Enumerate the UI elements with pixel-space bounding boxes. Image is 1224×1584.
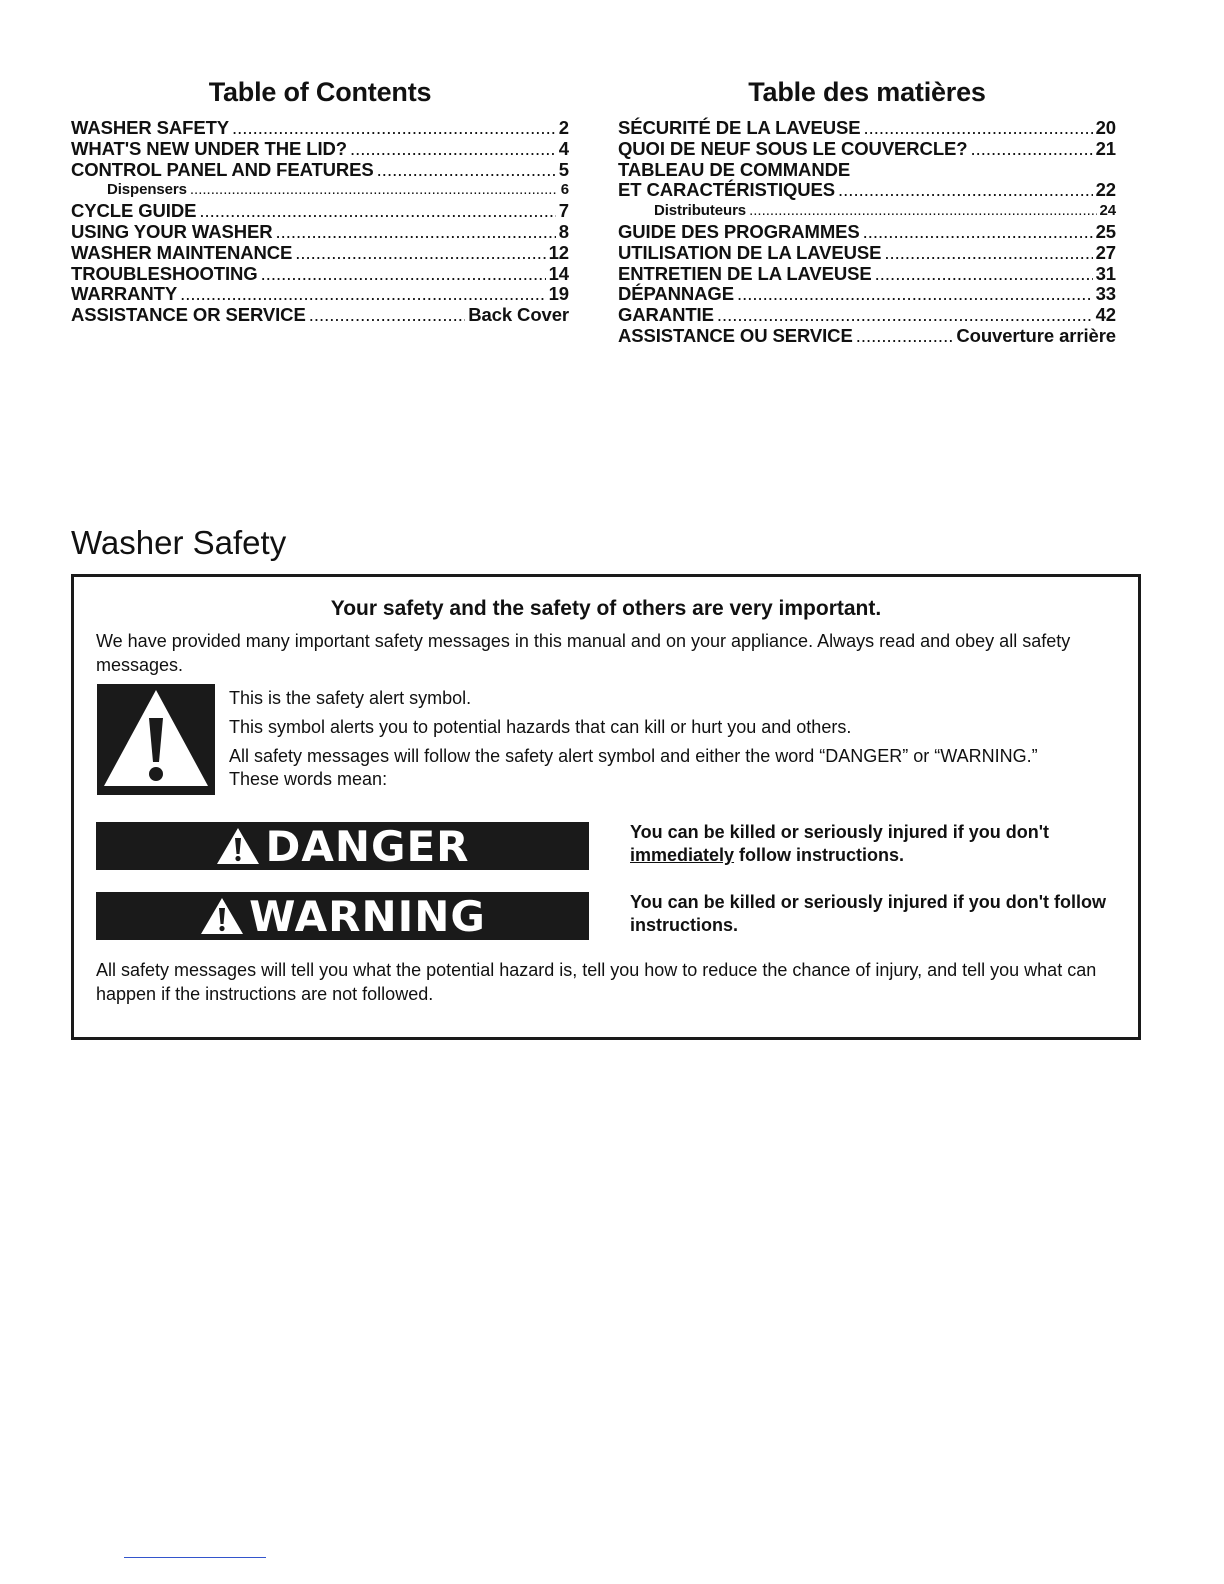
toc-item-page: 19: [548, 283, 569, 305]
toc-item-label: SÉCURITÉ DE LA LAVEUSE: [618, 117, 861, 138]
toc-item-assistance[interactable]: [71, 305, 569, 326]
danger-word: DANGER: [265, 821, 470, 871]
toc-item-label: CONTROL PANEL AND FEATURES: [71, 158, 374, 180]
toc-item-garantie[interactable]: [618, 305, 1116, 326]
toc-item-label: ASSISTANCE OU SERVICE: [618, 324, 853, 346]
toc-item-label: WHAT'S NEW UNDER THE LID?: [71, 137, 347, 159]
toc-item-tableau-line2[interactable]: [618, 180, 1116, 201]
toc-item-label: TROUBLESHOOTING: [71, 262, 258, 284]
toc-item-page: 24: [1099, 202, 1116, 220]
toc-item-page: 22: [1095, 179, 1116, 201]
warning-meaning: You can be killed or seriously injured if you don't follow instructions.: [630, 892, 1106, 935]
toc-item-quoi-de-neuf[interactable]: [618, 139, 1116, 160]
toc-item-page: 8: [558, 220, 569, 242]
toc-item-cycle-guide[interactable]: [71, 201, 569, 222]
toc-item-label: ASSISTANCE OR SERVICE: [71, 304, 306, 326]
toc-french: [618, 76, 1116, 347]
toc-item-label: WASHER MAINTENANCE: [71, 241, 293, 263]
toc-item-label: TABLEAU DE COMMANDE: [618, 158, 851, 180]
toc-item-guide-programmes[interactable]: [618, 222, 1116, 243]
toc-item-page: 21: [1095, 137, 1116, 159]
toc-item-label: GARANTIE: [618, 304, 714, 326]
toc-item-label: USING YOUR WASHER: [71, 220, 273, 242]
toc-title-french: Table des matières: [748, 77, 986, 107]
toc-item-page: Back Cover: [468, 304, 569, 326]
toc-item-label: WARRANTY: [71, 283, 178, 305]
toc-item-page: Couverture arrière: [956, 324, 1116, 346]
toc-item-maintenance[interactable]: [71, 243, 569, 264]
toc-item-page: 25: [1095, 220, 1116, 242]
alert-line: This is the safety alert symbol.: [229, 688, 472, 708]
toc-item-page: 2: [558, 117, 569, 138]
toc-item-dispensers[interactable]: [71, 180, 569, 201]
toc-item-distributeurs[interactable]: [618, 201, 1116, 222]
warning-signal-bar: [96, 892, 589, 940]
toc-item-whats-new[interactable]: [71, 139, 569, 160]
safety-intro: We have provided many important safety messages in this manual and on your appliance. Always read and obey all safety messages.: [96, 631, 1071, 675]
footer-underline: [124, 1557, 266, 1558]
toc-item-label: Distributeurs: [654, 202, 747, 220]
toc-item-page: 5: [558, 158, 569, 180]
toc-item-label: ENTRETIEN DE LA LAVEUSE: [618, 262, 872, 284]
alert-line: All safety messages will follow the safety alert symbol and either the word “DANGER” or “WARNING.” These words mean:: [229, 746, 1038, 789]
toc-item-utilisation[interactable]: [618, 243, 1116, 264]
toc-item-page: 12: [548, 241, 569, 263]
section-title: Washer Safety: [71, 524, 287, 561]
toc-item-washer-safety[interactable]: [71, 118, 569, 139]
danger-meaning-part: You can be killed or seriously injured if you don't: [630, 822, 1050, 842]
toc-item-page: 7: [558, 200, 569, 222]
toc-item-label: WASHER SAFETY: [71, 117, 230, 138]
toc-item-depannage[interactable]: [618, 284, 1116, 305]
toc-item-page: 42: [1095, 304, 1116, 326]
toc-item-page: 4: [558, 137, 569, 159]
toc-item-entretien[interactable]: [618, 264, 1116, 285]
alert-line: This symbol alerts you to potential hazards that can kill or hurt you and others.: [229, 717, 852, 737]
warning-word: WARNING: [249, 891, 486, 941]
toc-item-label: Dispensers: [107, 181, 187, 199]
toc-item-page: 6: [560, 181, 569, 199]
toc-item-using-washer[interactable]: [71, 222, 569, 243]
toc-item-page: 33: [1095, 283, 1116, 305]
safety-heading: Your safety and the safety of others are very important.: [330, 597, 882, 620]
safety-outro: All safety messages will tell you what the potential hazard is, tell you how to reduce the chance of injury, and tell you what can happen if the instructions are not followed.: [96, 960, 1097, 1004]
alert-triangle-icon: [215, 826, 261, 866]
toc-item-label: DÉPANNAGE: [618, 283, 734, 305]
toc-item-page: 14: [548, 262, 569, 284]
toc-item-label: GUIDE DES PROGRAMMES: [618, 220, 860, 242]
toc-item-label: CYCLE GUIDE: [71, 200, 197, 222]
toc-item-troubleshooting[interactable]: [71, 264, 569, 285]
danger-meaning-part: follow instructions.: [734, 845, 905, 865]
alert-explanation: [229, 687, 1049, 797]
toc-item-label: ET CARACTÉRISTIQUES: [618, 179, 836, 201]
safety-box: [71, 574, 1141, 1040]
toc-item-label: UTILISATION DE LA LAVEUSE: [618, 241, 882, 263]
toc-item-label: QUOI DE NEUF SOUS LE COUVERCLE?: [618, 137, 968, 159]
toc-item-tableau-line1[interactable]: [618, 160, 1116, 181]
toc-item-page: 31: [1095, 262, 1116, 284]
toc-title-english: Table of Contents: [208, 77, 432, 107]
toc-english: [71, 76, 569, 326]
toc-item-page: 27: [1095, 241, 1116, 263]
safety-alert-triangle-icon: [97, 684, 215, 795]
toc-item-control-panel[interactable]: [71, 160, 569, 181]
toc-item-securite[interactable]: [618, 118, 1116, 139]
danger-meaning: [630, 821, 1130, 867]
danger-signal-bar: [96, 822, 589, 870]
toc-item-page: 20: [1095, 117, 1116, 138]
toc-item-assistance-fr[interactable]: [618, 326, 1116, 347]
danger-meaning-emphasis: immediately: [630, 845, 735, 865]
toc-item-warranty[interactable]: [71, 284, 569, 305]
alert-triangle-icon: [199, 896, 245, 936]
